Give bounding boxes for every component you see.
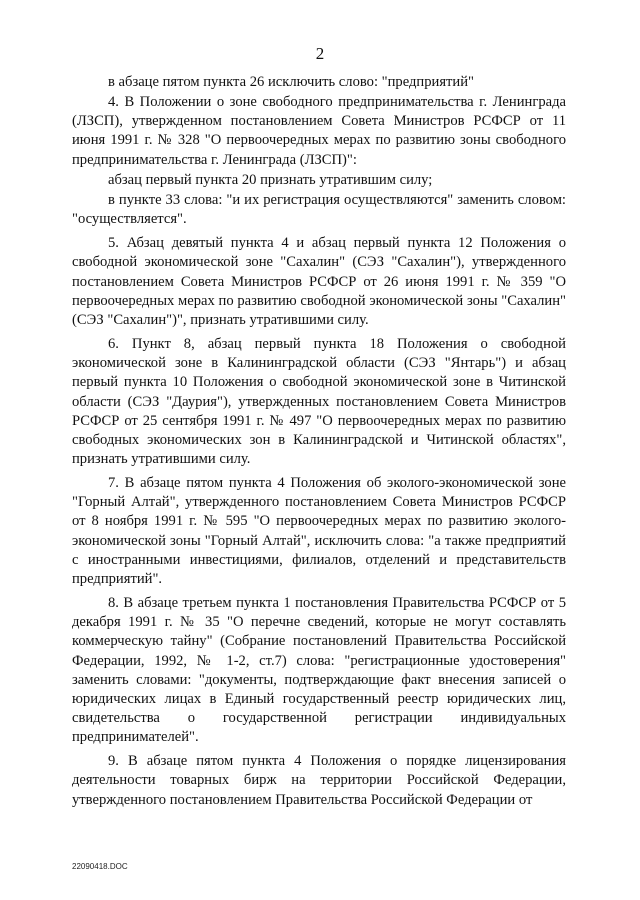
page-number: 2	[315, 44, 325, 63]
paragraph-item-26: в абзаце пятом пункта 26 исключить слово: "предприятий"	[108, 74, 475, 90]
paragraph-section-6: 6. Пункт 8, абзац первый пункта 18 Положения о свободной экономической зоне в Калининградской области (СЭЗ "Янтарь") и абзац первый пункта 10 Положения о свободной экономической зоне в Читинской области (СЭЗ "Даурия"), утвержденных постановлением Совета Министров РСФСР от 25 сентября 1991 г. № 497 "О первоочередных мерах по развитию свободных экономических зон в Калининградской и Читинской областях", признать утратившими силу.	[72, 336, 566, 467]
document-body	[72, 73, 566, 810]
paragraph-item-33: в пункте 33 слова: "и их регистрация осуществляются" заменить словом: "осуществляется".	[72, 191, 566, 228]
paragraph-section-4: 4. В Положении о зоне свободного предпринимательства г. Ленинграда (ЛЗСП), утвержденном постановлением Совета Министров РСФСР от 11 июня 1991 г. № 328 "О первоочередных мерах по развитию зоны свободного предпринимательства г. Ленинграда (ЛЗСП)":	[72, 94, 566, 168]
document-file-code: 22090418.DOC	[72, 862, 128, 871]
paragraph-section-8: 8. В абзаце третьем пункта 1 постановления Правительства РСФСР от 5 декабря 1991 г. № 35 "О перечне сведений, которые не могут составлять коммерческую тайну" (Собрание постановлений Правительства Российской Федерации, 1992, № 1-2, ст.7) слова: "регистрационные удостоверения" заменить словами: "документы, подтверждающие факт внесения записей о юридических лицах в Единый государственный реестр юридических лиц, свидетельства о государственной регистрации индивидуальных предпринимателей".	[72, 595, 566, 746]
paragraph-item-20: абзац первый пункта 20 признать утратившим силу;	[108, 171, 433, 188]
paragraph-section-9: 9. В абзаце пятом пункта 4 Положения о порядке лицензирования деятельности товарных бирж на территории Российской Федерации, утвержденного постановлением Правительства Российской Федерации от	[72, 753, 566, 808]
paragraph-section-7: 7. В абзаце пятом пункта 4 Положения об эколого-экономической зоне "Горный Алтай", утвержденного постановлением Совета Министров РСФСР от 8 ноября 1991 г. № 595 "О первоочередных мерах по развитию эколого-экономической зоны "Горный Алтай", исключить слова: "а также предприятий с иностранными инвестициями, филиалов, отделений и представительств предприятий".	[72, 475, 566, 587]
paragraph-section-5: 5. Абзац девятый пункта 4 и абзац первый пункта 12 Положения о свободной экономической зоне "Сахалин" (СЭЗ "Сахалин"), утвержденного постановлением Совета Министров РСФСР от 26 июня 1991 г. № 359 "О первоочередных мерах по развитию свободной экономической зоны "Сахалин" (СЭЗ "Сахалин")", признать утратившими силу.	[72, 235, 566, 328]
